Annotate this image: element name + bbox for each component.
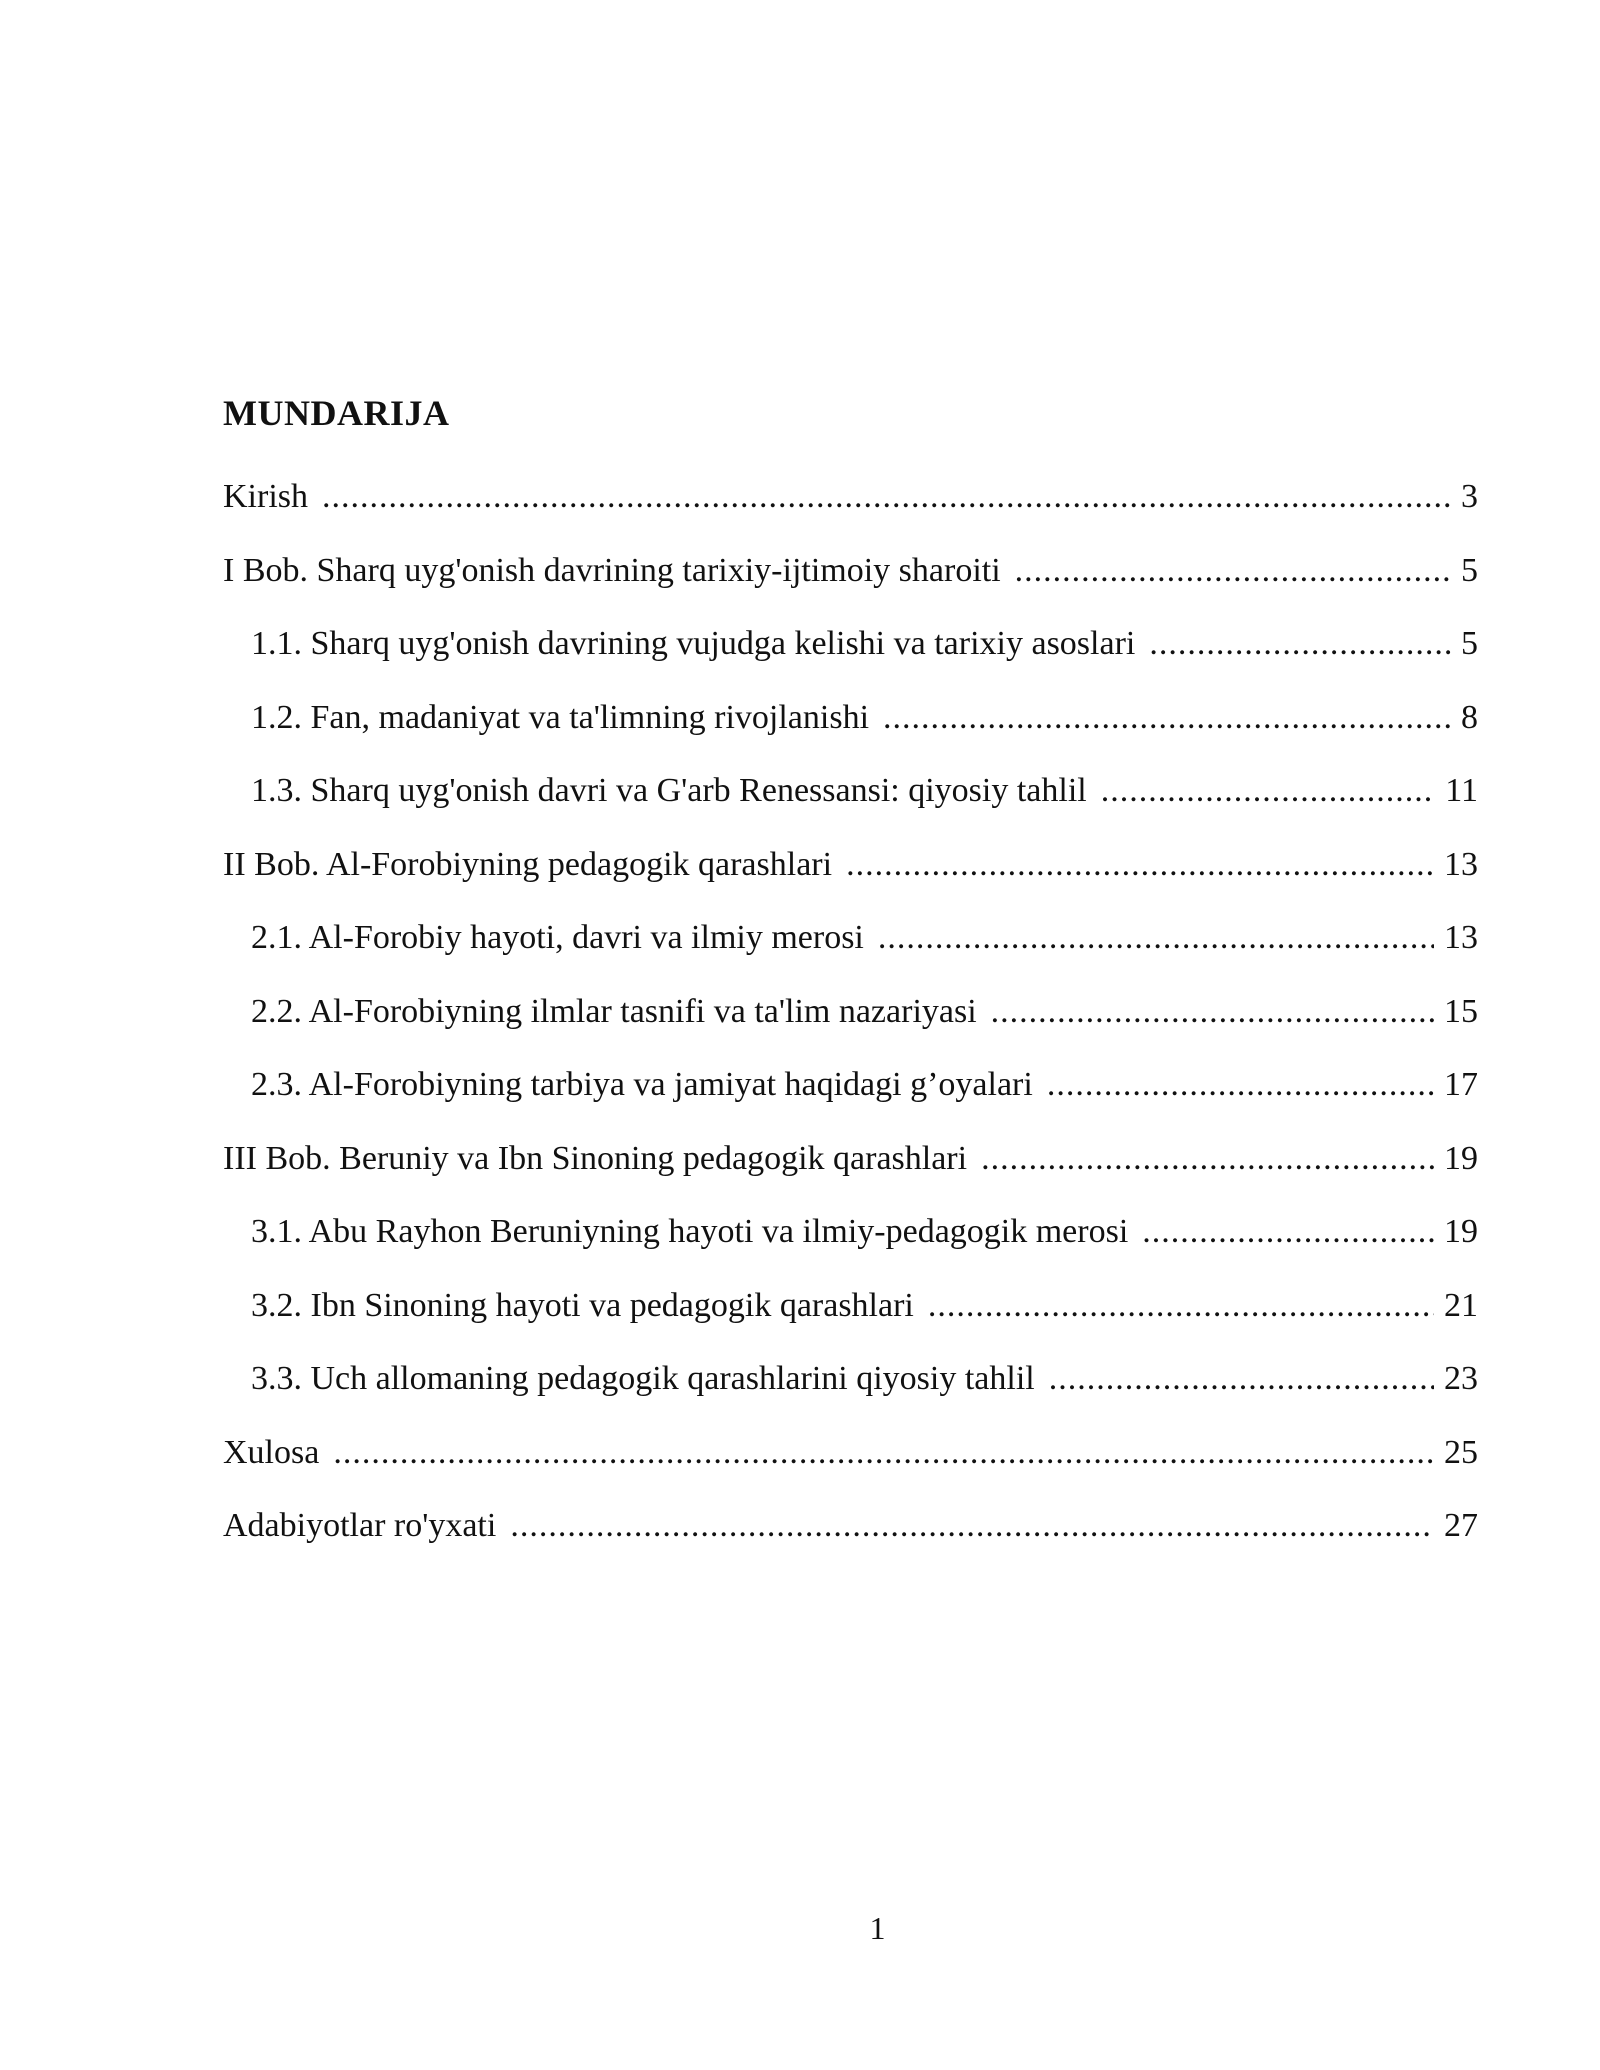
dot-leader xyxy=(1049,1360,1434,1398)
toc-entry-label: III Bob. Beruniy va Ibn Sinoning pedagogik qarashlari xyxy=(223,1139,968,1177)
toc-entry-page: 5 xyxy=(1461,625,1478,662)
page-number: 1 xyxy=(869,1910,886,1946)
toc-entry-section-2-2 xyxy=(223,993,1478,1067)
dot-leader xyxy=(322,478,1451,516)
dot-leader xyxy=(1047,1066,1434,1104)
dot-leader xyxy=(878,919,1434,957)
dot-leader xyxy=(991,993,1434,1031)
toc-entry-label: 3.2. Ibn Sinoning hayoti va pedagogik qarashlari xyxy=(251,1286,914,1324)
toc-entry-label: 1.1. Sharq uyg'onish davrining vujudga kelishi va tarixiy asoslari xyxy=(251,625,1136,662)
toc-entry-label: 1.2. Fan, madaniyat va ta'limning rivojlanishi xyxy=(251,698,870,736)
dot-leader xyxy=(333,1434,1434,1472)
toc-entry-section-1-2 xyxy=(223,699,1478,773)
toc-entry-label: 2.1. Al-Forobiy hayoti, davri va ilmiy merosi xyxy=(251,919,864,956)
toc-entry-page: 8 xyxy=(1461,698,1478,736)
toc-entry-section-3-2 xyxy=(223,1287,1478,1361)
toc-entry-label: Adabiyotlar ro'yxati xyxy=(223,1507,497,1544)
toc-entry-label: 3.3. Uch allomaning pedagogik qarashlarini qiyosiy tahlil xyxy=(251,1360,1035,1397)
dot-leader xyxy=(883,699,1451,737)
dot-leader xyxy=(928,1287,1434,1325)
toc-entry-page: 19 xyxy=(1444,1139,1478,1177)
toc-entry-label: 1.3. Sharq uyg'onish davri va G'arb Renessansi: qiyosiy tahlil xyxy=(251,772,1087,809)
dot-leader xyxy=(1101,772,1436,810)
toc-entry-page: 19 xyxy=(1444,1213,1478,1250)
toc-entry-section-1-3 xyxy=(223,772,1478,846)
dot-leader xyxy=(1149,625,1451,663)
toc-title: MUNDARIJA xyxy=(223,393,450,433)
toc-entry-label: Xulosa xyxy=(223,1433,320,1471)
table-of-contents xyxy=(223,478,1478,1581)
toc-entry-section-2-1 xyxy=(223,919,1478,993)
toc-entry-page: 5 xyxy=(1461,551,1478,589)
toc-entry-section-2-3 xyxy=(223,1066,1478,1140)
toc-entry-kirish xyxy=(223,478,1478,552)
toc-entry-label: 3.1. Abu Rayhon Beruniyning hayoti va ilmiy-pedagogik merosi xyxy=(251,1213,1129,1250)
toc-entry-page: 15 xyxy=(1444,992,1478,1030)
toc-entry-label: 2.3. Al-Forobiyning tarbiya va jamiyat haqidagi g’oyalari xyxy=(251,1066,1033,1103)
dot-leader xyxy=(1015,552,1451,590)
toc-entry-page: 27 xyxy=(1444,1507,1478,1544)
dot-leader xyxy=(846,846,1434,884)
toc-entry-page: 25 xyxy=(1444,1433,1478,1471)
dot-leader xyxy=(981,1140,1434,1178)
toc-entry-page: 23 xyxy=(1444,1360,1478,1397)
toc-entry-label: Kirish xyxy=(223,478,308,515)
toc-entry-label: 2.2. Al-Forobiyning ilmlar tasnifi va ta'lim nazariyasi xyxy=(251,992,977,1030)
toc-entry-page: 13 xyxy=(1444,919,1478,956)
toc-entry-section-3-3 xyxy=(223,1360,1478,1434)
toc-entry-page: 13 xyxy=(1444,845,1478,883)
toc-entry-section-3-1 xyxy=(223,1213,1478,1287)
toc-entry-section-1-1 xyxy=(223,625,1478,699)
toc-entry-chapter-3 xyxy=(223,1140,1478,1214)
toc-entry-label: II Bob. Al-Forobiyning pedagogik qarashlari xyxy=(223,845,833,883)
toc-entry-page: 17 xyxy=(1444,1066,1478,1103)
toc-entry-chapter-1 xyxy=(223,552,1478,626)
toc-entry-page: 11 xyxy=(1445,772,1478,809)
toc-entry-xulosa xyxy=(223,1434,1478,1508)
toc-entry-label: I Bob. Sharq uyg'onish davrining tarixiy-ijtimoiy sharoiti xyxy=(223,551,1001,589)
dot-leader xyxy=(1142,1213,1434,1251)
dot-leader xyxy=(510,1507,1434,1545)
toc-entry-adabiyotlar xyxy=(223,1507,1478,1581)
toc-entry-chapter-2 xyxy=(223,846,1478,920)
toc-entry-page: 21 xyxy=(1444,1286,1478,1324)
toc-entry-page: 3 xyxy=(1461,478,1478,515)
